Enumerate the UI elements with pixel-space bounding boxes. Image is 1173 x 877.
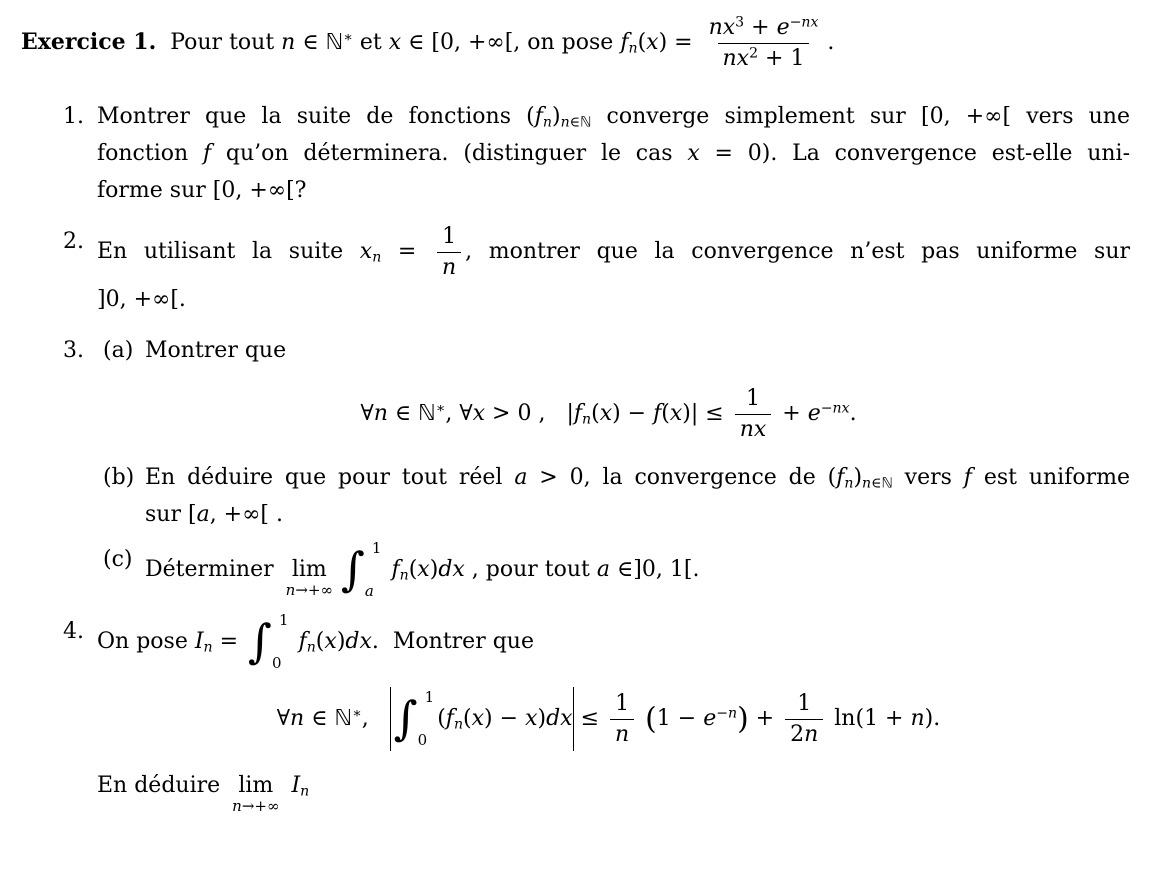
text-run: n <box>615 721 630 747</box>
header-text <box>156 30 699 55</box>
question-4-conclusion-line <box>97 767 1130 814</box>
text-run: ∈ <box>295 30 326 55</box>
text-run: n <box>285 581 296 600</box>
question-1 <box>63 98 1130 209</box>
text-run: ( <box>463 706 472 731</box>
text-run: dx <box>345 629 372 654</box>
text-run: f <box>836 465 845 490</box>
text-run: n <box>281 30 296 55</box>
text-run: n <box>203 639 213 656</box>
formula-left <box>360 401 730 426</box>
question-3a-display-formula <box>97 385 1120 443</box>
text-run: = 0). La convergence est-elle uni- <box>699 141 1131 166</box>
text-run: forme sur [0, +∞[? <box>97 178 307 203</box>
text-run: , <box>361 706 390 731</box>
text-run: x <box>324 629 337 654</box>
fraction-denominator <box>785 719 823 749</box>
text-run: > 0, la convergence de ( <box>527 465 837 490</box>
fraction-numerator <box>704 14 824 43</box>
one-over-n-fraction <box>610 690 634 748</box>
text-run: −n <box>716 705 738 722</box>
integral-sign: ∫ <box>248 614 273 669</box>
text-run: , pour tout <box>464 557 597 582</box>
text-run: n <box>844 475 854 492</box>
fraction-denominator <box>718 43 810 73</box>
fraction-denominator <box>437 252 461 282</box>
text-run: ∈ <box>304 706 335 731</box>
integral-limits <box>364 539 382 600</box>
text-run: 1 <box>442 224 457 249</box>
question-3b-line1 <box>145 459 1130 496</box>
text-run: ∈ [0, +∞[, on pose <box>401 30 621 55</box>
fraction-numerator <box>792 690 816 719</box>
integral-0-to-1 <box>248 613 289 671</box>
text-run: ∗ <box>435 400 446 417</box>
text-run: →+∞ <box>241 797 280 816</box>
integrand <box>437 706 572 731</box>
text-run: ℕ <box>418 401 436 426</box>
text-run: ) <box>737 701 749 737</box>
question-4-intro-line <box>97 613 1130 671</box>
integral-upper-limit: 1 <box>279 611 289 629</box>
text-run: n <box>582 411 592 428</box>
item-number: 2. <box>63 229 84 254</box>
text-run: ) <box>853 465 863 490</box>
header-text-end <box>827 30 834 55</box>
integral-limits <box>274 613 289 671</box>
formula-tail <box>827 706 940 731</box>
text-run: 2 <box>749 44 759 61</box>
question-4-body <box>97 613 1130 814</box>
text-run: converge simplement sur [0, +∞[ vers une <box>591 104 1130 129</box>
question-4-display-formula <box>97 687 1120 751</box>
subitem-label: (b) <box>103 465 135 490</box>
text-run: I <box>194 629 204 654</box>
question-3a-body <box>145 332 1130 369</box>
text-run: n <box>441 254 457 280</box>
text-run: f <box>963 465 972 490</box>
question-2-text-cont <box>465 239 1130 264</box>
fraction-denominator <box>735 414 772 444</box>
text-run: 1 <box>615 691 630 716</box>
text-run: ( <box>645 701 657 737</box>
text-run: ℕ <box>580 114 592 131</box>
text-run: ( <box>637 30 647 55</box>
text-run: f <box>445 706 454 731</box>
text-run: vers <box>892 465 964 490</box>
text-run: ∀ <box>276 706 291 731</box>
text-run: x <box>388 30 402 55</box>
text-run: nx <box>722 45 750 71</box>
integral-lower-limit: 0 <box>272 654 282 672</box>
text-run: e <box>703 706 717 731</box>
question-3-body <box>97 332 1130 599</box>
text-run: et <box>352 30 389 55</box>
subitem-label: (c) <box>103 547 133 572</box>
question-2-body <box>97 223 1130 318</box>
text-run: n <box>910 706 925 731</box>
text-run: ) <box>551 104 561 129</box>
text-run: dx <box>546 706 573 731</box>
lim-word: lim <box>238 773 274 798</box>
text-run: n <box>372 249 382 266</box>
text-run: + <box>748 706 782 731</box>
text-run: f <box>620 30 629 55</box>
text-run: n <box>232 797 242 816</box>
text-run: ℕ <box>325 30 344 55</box>
one-over-nx-fraction <box>735 385 772 443</box>
text-run: ln(1 + <box>827 706 911 731</box>
question-3c-formula-line <box>145 541 1130 599</box>
text-run: −nx <box>820 400 850 417</box>
text-run: , +∞[ . <box>209 502 284 527</box>
text-run: ) <box>336 629 346 654</box>
item-number: 3. <box>63 338 84 363</box>
relation-symbol <box>574 706 606 731</box>
text-run: x <box>599 401 613 426</box>
text-run: a <box>196 502 210 527</box>
text-run: n <box>560 114 570 131</box>
text-run: f <box>653 401 662 426</box>
text-run: Montrer que <box>145 338 287 363</box>
text-run: En déduire <box>97 773 228 798</box>
xn-fraction <box>437 223 461 281</box>
text-run: ) <box>429 557 439 582</box>
text-run: ∗ <box>343 29 353 46</box>
question-4-text-cont <box>292 629 534 654</box>
text-run: + 1 <box>758 45 805 71</box>
text-run: n <box>300 783 310 800</box>
integral-limits <box>417 688 435 749</box>
text-run: = <box>212 629 246 654</box>
text-run: ℕ <box>881 475 893 492</box>
question-2-line1 <box>97 223 1130 281</box>
item-number: 4. <box>63 619 84 644</box>
integral-sign: ∫ <box>340 542 365 597</box>
text-run: n <box>804 721 819 747</box>
formula-left <box>277 706 390 731</box>
question-3c-text-cont <box>384 557 699 582</box>
text-run: . <box>849 401 857 426</box>
text-run: a <box>596 557 611 582</box>
limit-operator <box>286 558 333 598</box>
question-3a-text <box>145 332 1130 369</box>
exercise-label: Exercice 1. <box>21 29 157 55</box>
text-run: Montrer que la suite de fonctions ( <box>97 104 535 129</box>
text-run: nx <box>739 416 767 442</box>
text-run: dx <box>438 557 465 582</box>
question-3c <box>97 541 1130 599</box>
text-run: En déduire que pour tout réel <box>145 465 515 490</box>
text-run: −nx <box>789 14 819 31</box>
text-run: nx <box>708 15 736 40</box>
text-run: x <box>525 706 538 731</box>
formula-middle <box>638 701 782 737</box>
text-run: > 0 , | <box>485 401 574 426</box>
item-number: 1. <box>63 104 84 129</box>
text-run: n <box>373 401 388 426</box>
text-run: ( <box>437 706 446 731</box>
text-run: Pour tout <box>156 30 282 55</box>
text-run: ∈ <box>871 475 882 492</box>
text-run: a <box>514 465 528 490</box>
text-run: e <box>776 15 790 40</box>
text-run: f <box>298 629 307 654</box>
text-run: ( <box>661 401 670 426</box>
text-run: fonction <box>97 141 203 166</box>
text-run: x <box>417 557 430 582</box>
lim-under <box>286 583 333 598</box>
text-run <box>292 629 299 654</box>
text-run: n <box>628 40 638 57</box>
text-run: f <box>573 401 583 426</box>
text-run: + <box>775 401 808 426</box>
text-run: . Montrer que <box>371 629 534 654</box>
text-run: f <box>202 141 212 166</box>
text-run: x <box>646 30 659 55</box>
text-run: ∈ <box>569 114 581 131</box>
text-run: n <box>542 114 552 131</box>
text-run: ( <box>591 401 600 426</box>
text-run: x <box>359 239 373 264</box>
fraction-denominator <box>610 719 634 749</box>
question-3b-line2 <box>145 496 1130 533</box>
question-3c-body <box>145 541 1130 599</box>
text-run: )| ≤ <box>682 401 731 426</box>
text-run: →+∞ <box>295 581 333 600</box>
subitem-label: (a) <box>103 338 134 363</box>
one-over-2n-fraction <box>785 690 823 748</box>
question-1-line1 <box>97 98 1130 135</box>
text-run: 1 <box>797 691 812 716</box>
text-run: n <box>862 475 872 492</box>
fraction-numerator <box>437 223 461 252</box>
text-run: ) − <box>484 706 526 731</box>
text-run: ∀ <box>360 401 374 426</box>
lim-under <box>232 799 279 814</box>
text-run: , montrer que la convergence n’est pas uniforme sur <box>465 239 1131 264</box>
text-run: n <box>290 706 305 731</box>
integral-0-to-1 <box>394 690 435 748</box>
question-4 <box>63 613 1130 814</box>
question-2-text <box>97 239 433 264</box>
text-run: ∈ <box>387 401 419 426</box>
text-run: x <box>669 401 683 426</box>
fraction-numerator <box>741 385 765 414</box>
text-run: f <box>391 557 400 582</box>
text-run: n <box>453 716 464 733</box>
text-run: x <box>471 706 485 731</box>
text-run: I <box>291 773 301 798</box>
integral-sign: ∫ <box>393 691 418 746</box>
integral-a-to-1 <box>341 541 382 599</box>
integral-lower-limit: 0 <box>417 731 428 749</box>
text-run: sur [ <box>145 502 197 527</box>
integral-lower-limit: a <box>364 582 374 600</box>
text-run: On pose <box>97 629 195 654</box>
integral-upper-limit: 1 <box>371 539 382 557</box>
text-run: 2 <box>790 721 805 747</box>
question-4-text <box>97 629 245 654</box>
text-run: ∗ <box>352 705 362 722</box>
text-run: n <box>306 639 316 656</box>
text-run: Déterminer <box>145 557 281 582</box>
text-run: ]0, +∞[. <box>97 287 186 312</box>
text-run: ) = <box>658 30 700 55</box>
text-run: = <box>381 239 433 264</box>
question-1-body <box>97 98 1130 209</box>
exercise-header <box>21 14 1130 72</box>
text-run: est uniforme <box>971 465 1130 490</box>
text-run: ) − <box>612 401 654 426</box>
text-run: 1 <box>746 386 760 411</box>
text-run: ( <box>315 629 325 654</box>
text-run: . <box>827 30 835 55</box>
abs-bar-left <box>390 687 391 751</box>
text-run: ≤ <box>573 706 606 731</box>
conclusion-text <box>97 773 227 798</box>
text-run: ℕ <box>334 706 353 731</box>
text-run: qu’on déterminera. (distinguer le cas <box>211 141 688 166</box>
fn-definition-fraction <box>704 14 824 72</box>
text-run: x <box>687 141 700 166</box>
limit-operator <box>232 774 279 814</box>
text-run: En utilisant la suite <box>97 239 360 264</box>
text-run: e <box>807 401 821 426</box>
question-2-line2 <box>97 281 1130 318</box>
text-run: 3 <box>735 14 745 31</box>
question-1-line3 <box>97 172 1130 209</box>
text-run: ). <box>924 706 941 731</box>
text-run: n <box>399 567 409 584</box>
question-3b <box>97 459 1130 533</box>
text-run: ( <box>408 557 418 582</box>
question-3a <box>97 332 1130 369</box>
question-1-line2 <box>97 135 1130 172</box>
question-3c-text <box>145 557 281 582</box>
text-run: x <box>472 401 486 426</box>
text-run: 1 − <box>656 706 704 731</box>
question-3b-body <box>145 459 1130 533</box>
text-run: + <box>744 15 777 40</box>
question-2 <box>63 223 1130 318</box>
integral-upper-limit: 1 <box>424 688 435 706</box>
question-3 <box>63 332 1130 599</box>
conclusion-text-cont <box>284 773 309 798</box>
text-run: ) <box>537 706 547 731</box>
text-run: ∈]0, 1[. <box>610 557 700 582</box>
lim-word: lim <box>291 557 327 582</box>
text-run: , ∀ <box>445 401 473 426</box>
fraction-numerator <box>610 690 634 719</box>
text-run: f <box>534 104 543 129</box>
formula-right <box>775 401 856 426</box>
